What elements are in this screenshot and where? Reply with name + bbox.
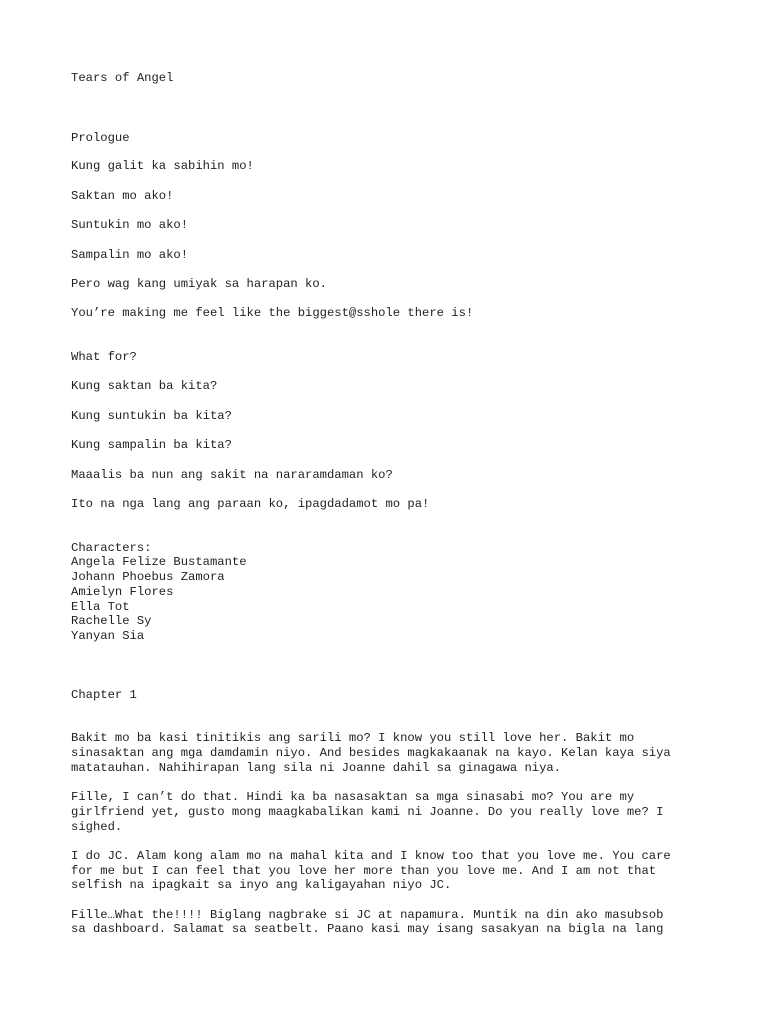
- prologue-line: You’re making me feel like the biggest@sshole there is!: [71, 306, 474, 321]
- paragraph-line: sa dashboard. Salamat sa seatbelt. Paano kasi may isang sasakyan na bigla na lang: [71, 922, 664, 937]
- character-name: Angela Felize Bustamante: [71, 555, 247, 570]
- prologue-line: Kung galit ka sabihin mo!: [71, 159, 254, 174]
- paragraph-line: selfish na ipagkait sa inyo ang kaligayahan niyo JC.: [71, 878, 452, 893]
- document-page: [71, 71, 721, 952]
- prologue-line: Kung sampalin ba kita?: [71, 438, 232, 453]
- paragraph-line: I do JC. Alam kong alam mo na mahal kita and I know too that you love me. You care: [71, 848, 671, 863]
- prologue-heading: Prologue: [71, 130, 130, 145]
- prologue-line: Sampalin mo ako!: [71, 247, 189, 262]
- prologue-line: Suntukin mo ako!: [71, 218, 189, 233]
- chapter-paragraph: [71, 731, 721, 775]
- prologue-line: What for?: [71, 350, 137, 365]
- character-name: Yanyan Sia: [71, 628, 145, 643]
- prologue-line: Kung suntukin ba kita?: [71, 408, 232, 423]
- characters-heading: Characters:: [71, 540, 152, 555]
- paragraph-line: Fille…What the!!!! Biglang nagbrake si JC at napamura. Muntik na din ako masubsob: [71, 907, 664, 922]
- paragraph-line: matatauhan. Nahihirapan lang sila ni Joanne dahil sa ginagawa niya.: [71, 760, 562, 775]
- paragraph-line: Bakit mo ba kasi tinitikis ang sarili mo? I know you still love her. Bakit mo: [71, 731, 635, 746]
- character-name: Amielyn Flores: [71, 584, 174, 599]
- character-name: Johann Phoebus Zamora: [71, 570, 225, 585]
- prologue-line: Maaalis ba nun ang sakit na nararamdaman ko?: [71, 467, 393, 482]
- document-title: Tears of Angel: [71, 71, 174, 85]
- character-name: Ella Tot: [71, 599, 130, 614]
- prologue-line: Pero wag kang umiyak sa harapan ko.: [71, 276, 327, 291]
- characters-list: [71, 541, 721, 644]
- paragraph-line: girlfriend yet, gusto mong maagkabalikan kami ni Joanne. Do you really love me? I: [71, 804, 664, 819]
- chapter-paragraph: [71, 790, 721, 834]
- prologue-line: Kung saktan ba kita?: [71, 379, 218, 394]
- prologue-line: Saktan mo ako!: [71, 188, 174, 203]
- chapter-paragraph: [71, 908, 721, 937]
- chapter-heading: Chapter 1: [71, 687, 137, 702]
- character-name: Rachelle Sy: [71, 614, 152, 629]
- paragraph-line: Fille, I can’t do that. Hindi ka ba nasasaktan sa mga sinasabi mo? You are my: [71, 790, 635, 805]
- prologue-line: Ito na nga lang ang paraan ko, ipagdadamot mo pa!: [71, 497, 430, 512]
- paragraph-line: sighed.: [71, 819, 123, 834]
- paragraph-line: for me but I can feel that you love her more than you love me. And I am not that: [71, 863, 657, 878]
- paragraph-line: sinasaktan ang mga damdamin niyo. And besides magkakaanak na kayo. Kelan kaya siya: [71, 746, 671, 761]
- chapter-paragraph: [71, 849, 721, 893]
